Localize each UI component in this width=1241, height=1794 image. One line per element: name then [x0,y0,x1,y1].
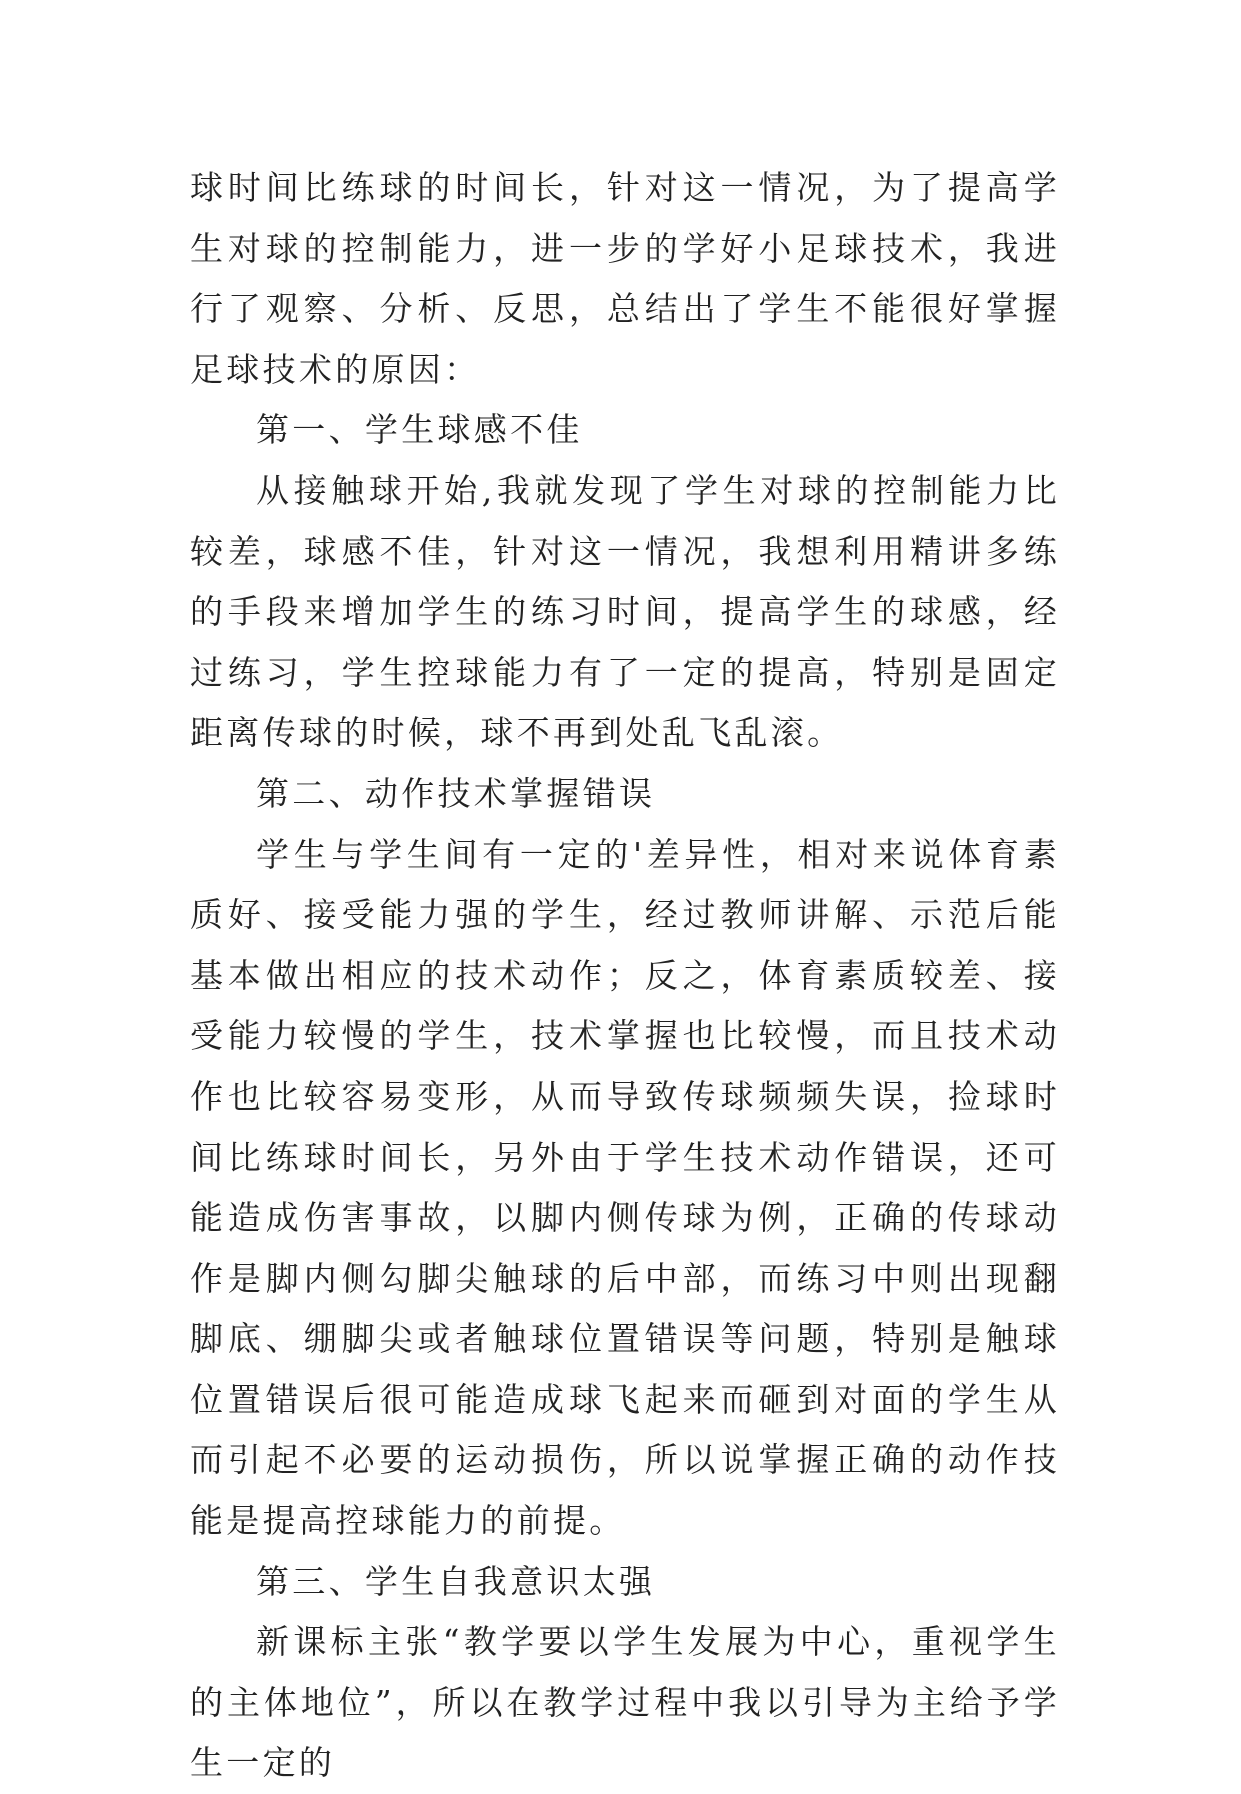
document-body [190,158,1060,1794]
paragraph-continuation: 球时间比练球的时间长，针对这一情况，为了提高学生对球的控制能力，进一步的学好小足球技术，我进行了观察、分析、反思，总结出了学生不能很好掌握足球技术的原因： [190,168,1060,389]
paragraph-self-awareness: 新课标主张“教学要以学生发展为中心，重视学生的主体地位”，所以在教学过程中我以引导为主给予学生一定的 [190,1622,1060,1783]
paragraph-ball-feel: 从接触球开始,我就发现了学生对球的控制能力比较差，球感不佳，针对这一情况，我想利用精讲多练的手段来增加学生的练习时间，提高学生的球感，经过练习，学生控球能力有了一定的提高，特别是固定距离传球的时候，球不再到处乱飞乱滚。 [190,470,1060,753]
heading-second-point: 第二、动作技术掌握错误 [256,773,656,813]
heading-third-point: 第三、学生自我意识太强 [256,1561,656,1601]
heading-first-point: 第一、学生球感不佳 [256,410,583,450]
paragraph-technique-errors: 学生与学生间有一定的'差异性，相对来说体育素质好、接受能力强的学生，经过教师讲解、示范后能基本做出相应的技术动作；反之，体育素质较差、接受能力较慢的学生，技术掌握也比较慢，而且技术动作也比较容易变形，从而导致传球频频失误，捡球时间比练球时间长，另外由于学生技术动作错误，还可能造成伤害事故，以脚内侧传球为例，正确的传球动作是脚内侧勾脚尖触球的后中部，而练习中则出现翻脚底、绷脚尖或者触球位置错误等问题，特别是触球位置错误后很可能造成球飞起来而砸到对面的学生从而引起不必要的运动损伤，所以说掌握正确的动作技能是提高控球能力的前提。 [190,834,1060,1541]
